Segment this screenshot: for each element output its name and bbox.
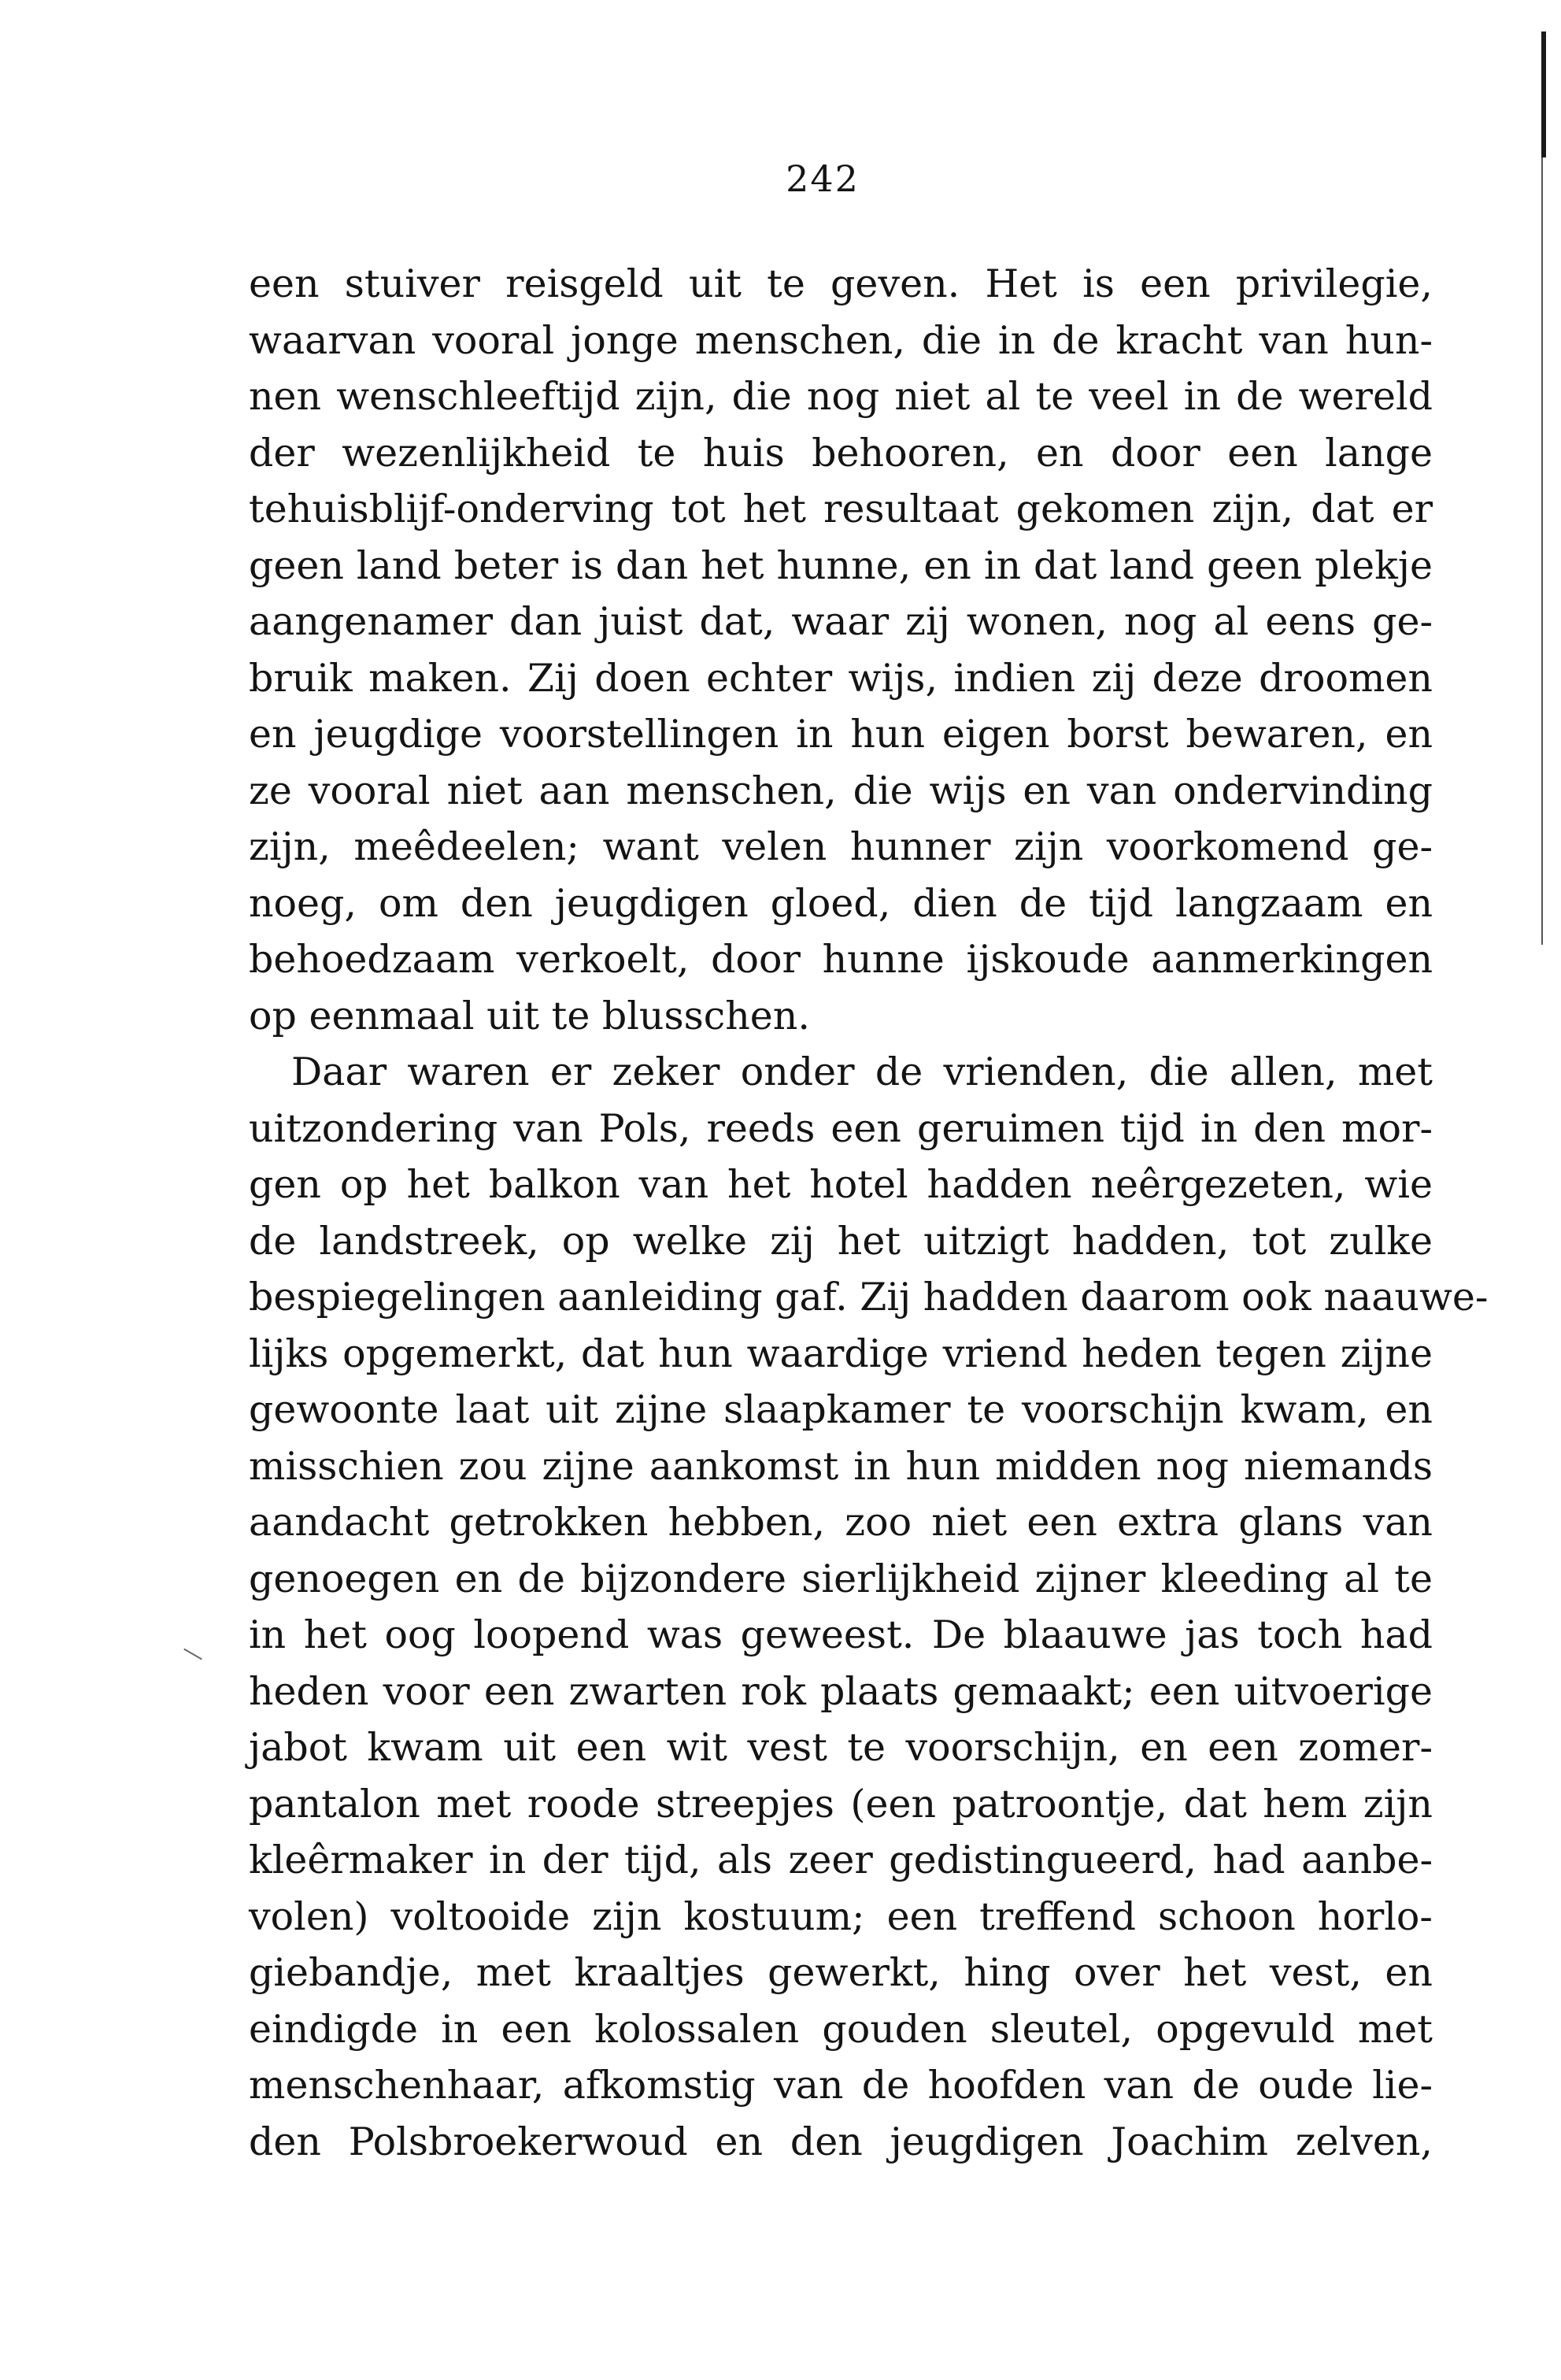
page-number: 242 [786, 157, 860, 200]
text-line: aandacht getrokken hebben, zoo niet een extra glans van [249, 1500, 1433, 1545]
text-line: genoegen en de bijzondere sierlijkheid zijner kleeding al te [249, 1556, 1433, 1601]
text-line: geen land beter is dan het hunne, en in dat land geen plekje [249, 542, 1433, 588]
text-line: menschenhaar, afkomstig van de hoofden van de oude lie- [249, 2063, 1433, 2108]
text-line: heden voor een zwarten rok plaats gemaakt; een uitvoerige [249, 1668, 1433, 1714]
text-line: een stuiver reisgeld uit te geven. Het is een privilegie, [249, 261, 1433, 306]
text-line: pantalon met roode streepjes (een patroontje, dat hem zijn [249, 1781, 1433, 1827]
text-line: jabot kwam uit een wit vest te voorschijn, en een zomer- [249, 1725, 1433, 1770]
text-line: gen op het balkon van het hotel hadden neêrgezeten, wie [249, 1162, 1433, 1207]
text-line: noeg, om den jeugdigen gloed, dien de tijd langzaam en [249, 880, 1433, 926]
text-line: en jeugdige voorstellingen in hun eigen borst bewaren, en [249, 712, 1433, 757]
text-line: misschien zou zijne aankomst in hun midden nog niemands [249, 1443, 1433, 1489]
text-line: bruik maken. Zij doen echter wijs, indien zij deze droomen [249, 655, 1433, 701]
paragraph-2 [249, 1044, 1489, 2170]
text-line: zijn, meêdeelen; want velen hunner zijn voorkomend ge- [249, 824, 1433, 869]
text-line: der wezenlijkheid te huis behooren, en door een lange [249, 430, 1433, 476]
text-line: tehuisblijf-onderving tot het resultaat gekomen zijn, dat er [249, 487, 1433, 531]
text-line: aangenamer dan juist dat, waar zij wonen, nog al eens ge- [249, 599, 1433, 644]
text-line: den Polsbroekerwoud en den jeugdigen Joachim zelven, [249, 2119, 1433, 2164]
page-edge-line [1541, 157, 1543, 945]
text-line: kleêrmaker in der tijd, als zeer gedistingueerd, had aanbe- [249, 1838, 1433, 1882]
text-line: de landstreek, op welke zij het uitzigt hadden, tot zulke [249, 1218, 1433, 1264]
text-line: gewoonte laat uit zijne slaapkamer te voorschijn kwam, en [249, 1387, 1433, 1432]
stray-ink-mark [183, 1649, 202, 1660]
text-line: in het oog loopend was geweest. De blaauwe jas toch had [249, 1612, 1433, 1657]
text-line: bespiegelingen aanleiding gaf. Zij hadden daarom ook naauwe- [249, 1275, 1489, 1320]
paragraph-1 [249, 256, 1433, 1044]
text-line: uitzondering van Pols, reeds een geruimen tijd in den mor- [249, 1105, 1433, 1151]
body-text [249, 256, 1489, 2170]
text-line: eindigde in een kolossalen gouden sleutel, opgevuld met [249, 2006, 1433, 2052]
text-line: op eenmaal uit te blusschen. [249, 993, 810, 1038]
text-line: Daar waren er zeker onder de vrienden, die allen, met [291, 1049, 1433, 1094]
text-line: volen) voltooide zijn kostuum; een treffend schoon horlo- [249, 1893, 1433, 1939]
text-line: giebandje, met kraaltjes gewerkt, hing over het vest, en [249, 1950, 1433, 1995]
text-line: nen wenschleeftijd zijn, die nog niet al te veel in de wereld [249, 374, 1433, 419]
text-line: ze vooral niet aan menschen, die wijs en van ondervinding [249, 768, 1433, 813]
text-line: lijks opgemerkt, dat hun waardige vriend heden tegen zijne [249, 1331, 1433, 1376]
text-line: waarvan vooral jonge menschen, die in de kracht van hun- [249, 317, 1433, 363]
text-line: behoedzaam verkoelt, door hunne ijskoude aanmerkingen [249, 937, 1433, 982]
page-edge-shadow [1541, 31, 1546, 157]
